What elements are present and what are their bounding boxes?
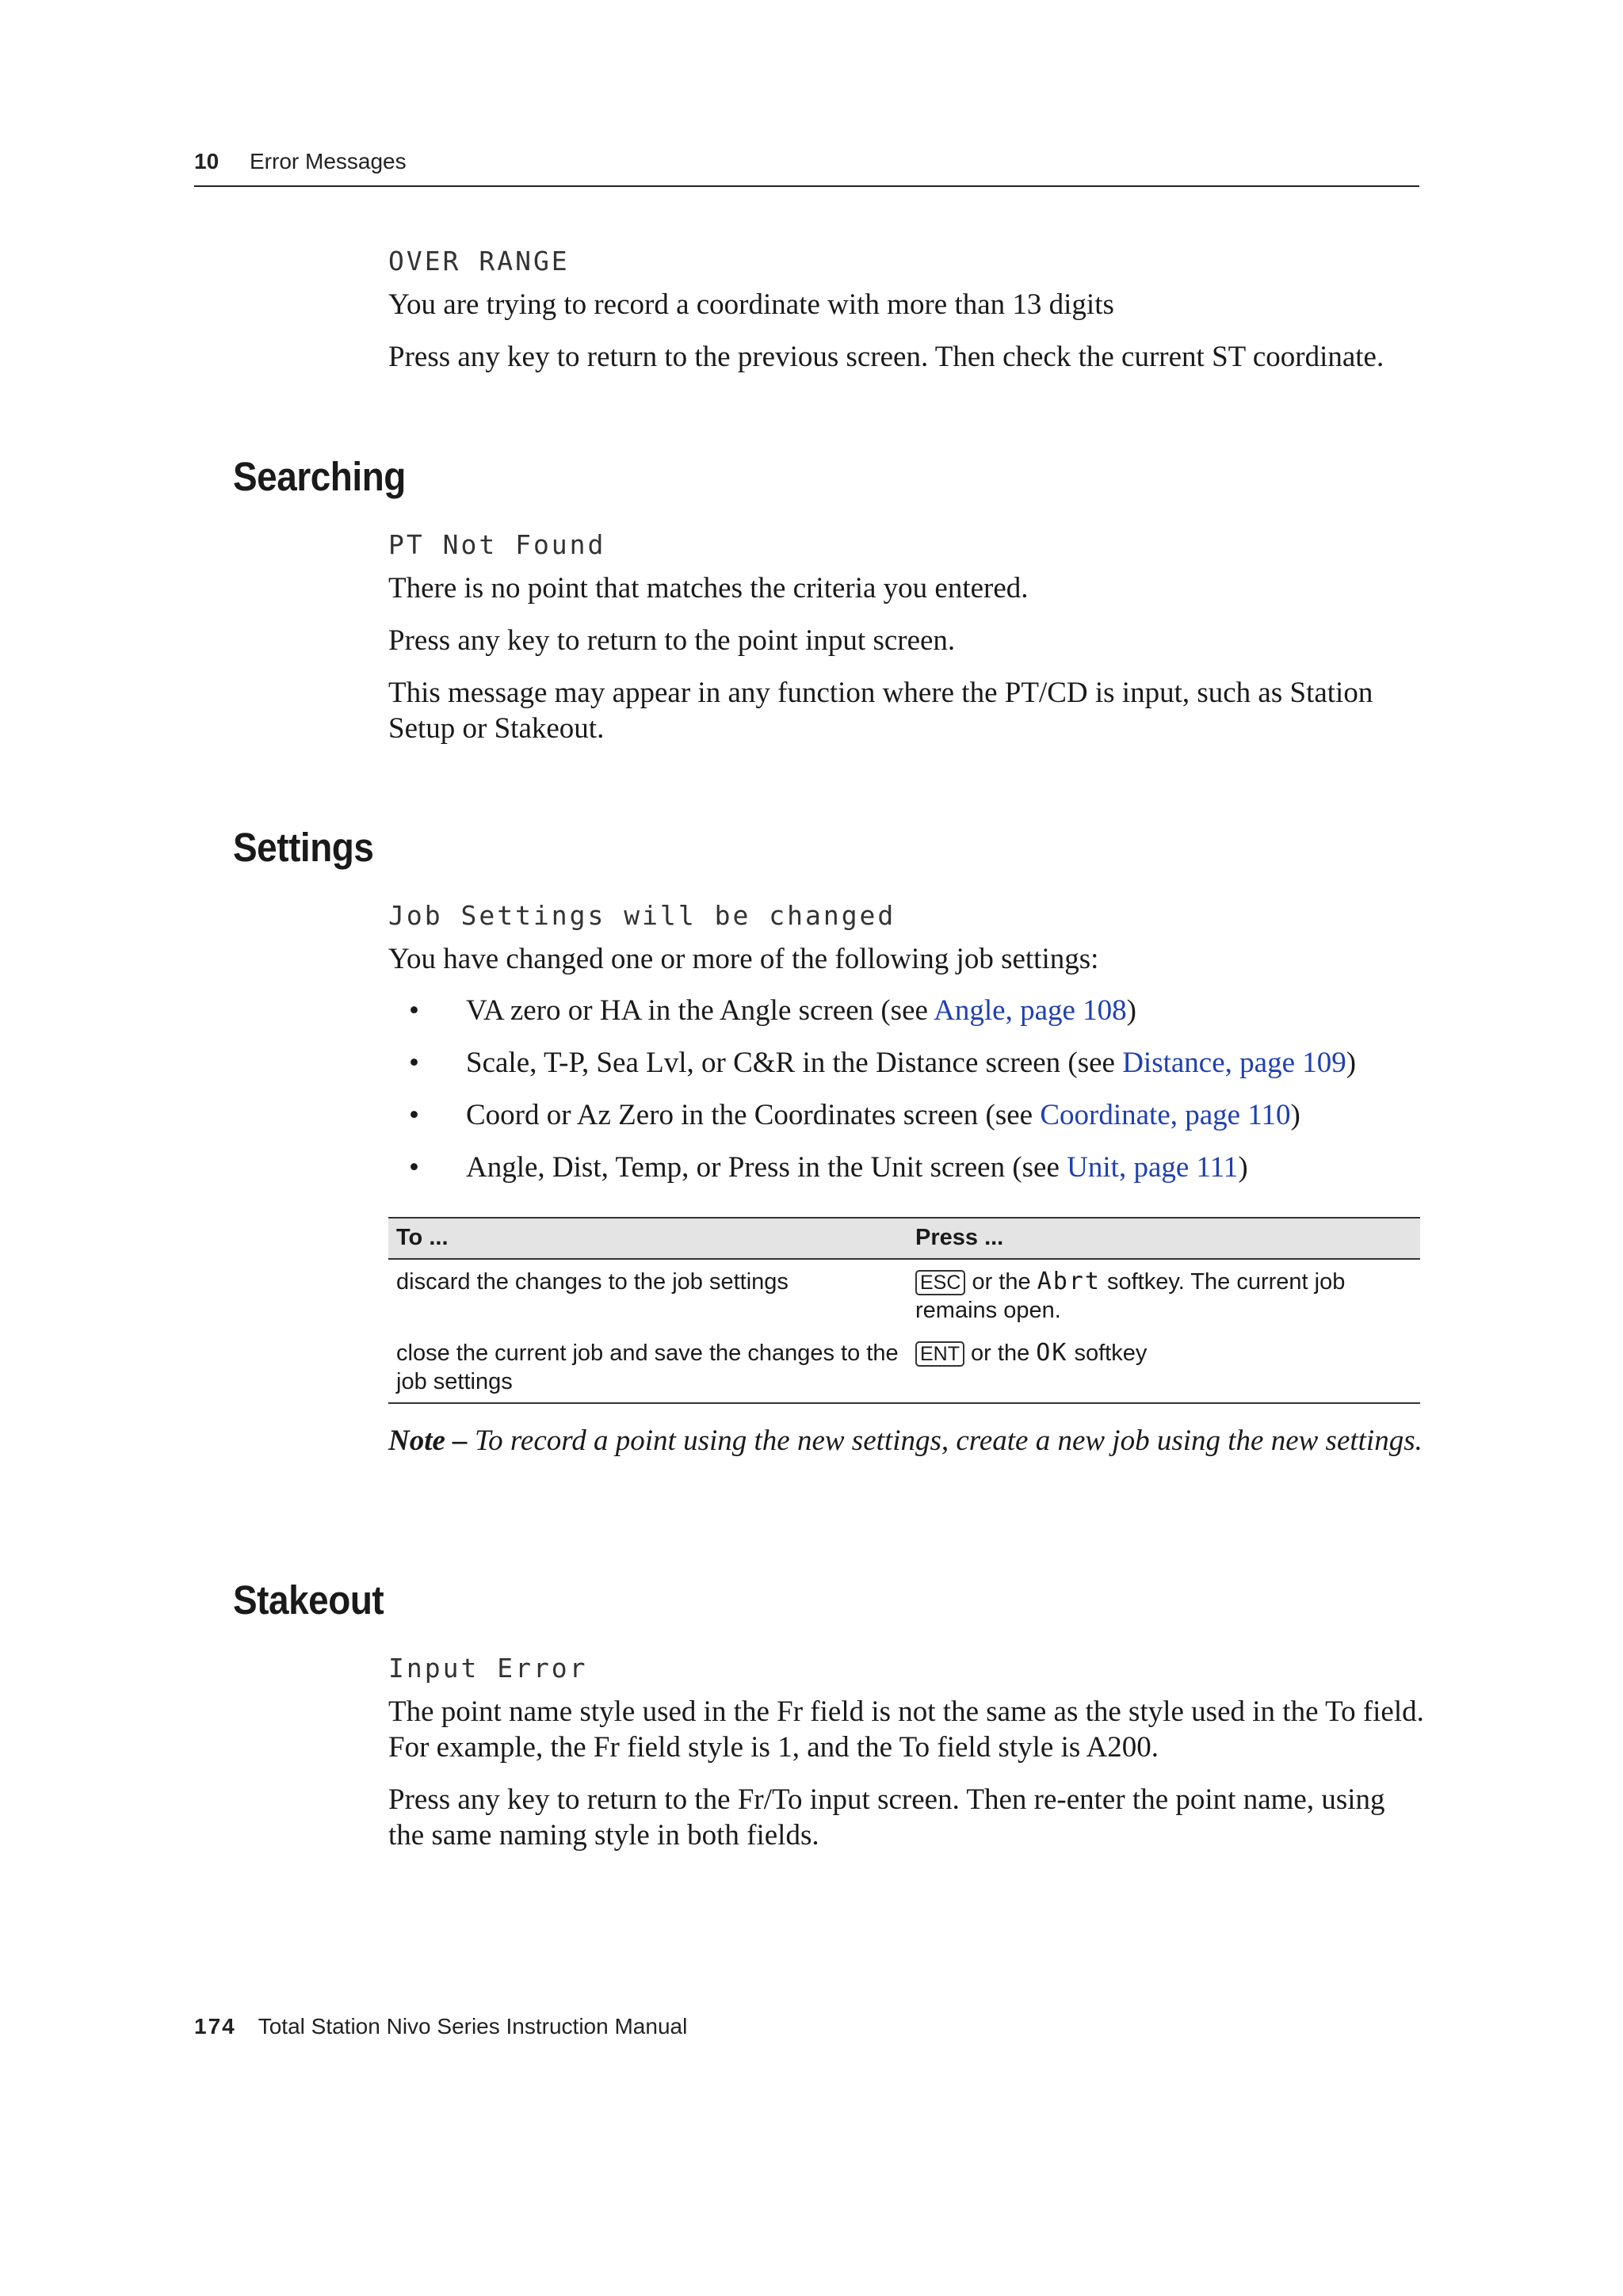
ent-key: ENT — [915, 1341, 964, 1367]
bullet-end: ) — [1126, 994, 1136, 1027]
list-item — [388, 1150, 1426, 1185]
bullet-text: Scale, T-P, Sea Lvl, or C&R in the Distance screen (see — [466, 1047, 1123, 1079]
searching-heading: Searching — [233, 454, 406, 499]
bullet-glyph: • — [409, 1151, 419, 1184]
esc-key: ESC — [915, 1270, 965, 1295]
page-number: 174 — [194, 2014, 236, 2039]
chapter-number: 10 — [194, 149, 220, 174]
cell-text: softkey — [1067, 1341, 1148, 1366]
stakeout-p1: The point name style used in the Fr field is not the same as the style used in the To field. For example, the Fr field style is 1, and the To field style is A200. — [388, 1695, 1424, 1764]
bullet-glyph: • — [409, 1047, 419, 1079]
job-settings-table — [388, 1217, 1420, 1404]
xref-link[interactable]: Unit, page 111 — [1067, 1151, 1239, 1184]
softkey-label: Abrt — [1037, 1268, 1101, 1295]
table-row — [388, 1331, 1420, 1403]
list-item — [388, 1097, 1426, 1133]
bullet-text: Coord or Az Zero in the Coordinates screen (see — [466, 1099, 1041, 1131]
cell-text: or the — [965, 1269, 1037, 1295]
table-row — [388, 1259, 1420, 1331]
cell-text: softkey. The current job remains open. — [915, 1269, 1346, 1323]
note-label: Note – — [388, 1425, 468, 1457]
settings-message: Job Settings will be changed — [388, 900, 896, 931]
bullet-end: ) — [1346, 1047, 1357, 1079]
cell-press — [907, 1331, 1420, 1403]
over-range-p1: You are trying to record a coordinate with more than 13 digits — [388, 288, 1114, 321]
chapter-title: Error Messages — [250, 149, 407, 174]
column-header-to: To ... — [388, 1218, 907, 1259]
note-text: To record a point using the new settings, create a new job using the new settings. — [467, 1425, 1423, 1457]
settings-heading: Settings — [233, 825, 374, 870]
list-item — [388, 1045, 1426, 1081]
over-range-block — [388, 246, 1426, 375]
running-footer — [194, 2014, 687, 2039]
note-block — [388, 1423, 1426, 1459]
xref-link[interactable]: Coordinate, page 110 — [1040, 1099, 1291, 1131]
column-header-press: Press ... — [907, 1218, 1420, 1259]
searching-p2: Press any key to return to the point input screen. — [388, 624, 956, 657]
settings-bullet-list — [388, 993, 1426, 1185]
searching-block — [388, 529, 1426, 746]
stakeout-p2: Press any key to return to the Fr/To input screen. Then re-enter the point name, using the same naming style in both fields. — [388, 1783, 1385, 1852]
stakeout-block — [388, 1653, 1426, 1853]
bullet-end: ) — [1290, 1099, 1300, 1131]
xref-link[interactable]: Distance, page 109 — [1122, 1047, 1346, 1079]
bullet-glyph: • — [409, 994, 419, 1027]
list-item — [388, 993, 1426, 1028]
xref-link[interactable]: Angle, page 108 — [934, 994, 1127, 1027]
bullet-end: ) — [1238, 1151, 1248, 1184]
cell-text: or the — [964, 1341, 1037, 1366]
table-header-row — [388, 1218, 1420, 1259]
stakeout-heading: Stakeout — [233, 1577, 384, 1623]
manual-title: Total Station Nivo Series Instruction Manual — [258, 2014, 688, 2039]
searching-p1: There is no point that matches the criteria you entered. — [388, 572, 1029, 605]
settings-block — [388, 900, 1426, 1202]
stakeout-message: Input Error — [388, 1653, 588, 1684]
running-header — [194, 147, 1419, 187]
searching-p3: This message may appear in any function where the PT/CD is input, such as Station Setup or Stakeout. — [388, 677, 1373, 745]
settings-intro: You have changed one or more of the following job settings: — [388, 943, 1099, 975]
searching-message: PT Not Found — [388, 529, 606, 560]
softkey-label: OK — [1036, 1339, 1068, 1367]
cell-to: discard the changes to the job settings — [396, 1269, 789, 1295]
bullet-text: VA zero or HA in the Angle screen (see — [466, 994, 934, 1027]
bullet-glyph: • — [409, 1099, 419, 1131]
cell-press — [907, 1259, 1420, 1331]
over-range-message: OVER RANGE — [388, 246, 570, 277]
bullet-text: Angle, Dist, Temp, or Press in the Unit screen (see — [466, 1151, 1067, 1184]
over-range-p2: Press any key to return to the previous screen. Then check the current ST coordinate. — [388, 341, 1384, 373]
cell-to: close the current job and save the changes to the job settings — [388, 1331, 907, 1403]
note — [388, 1423, 1426, 1459]
